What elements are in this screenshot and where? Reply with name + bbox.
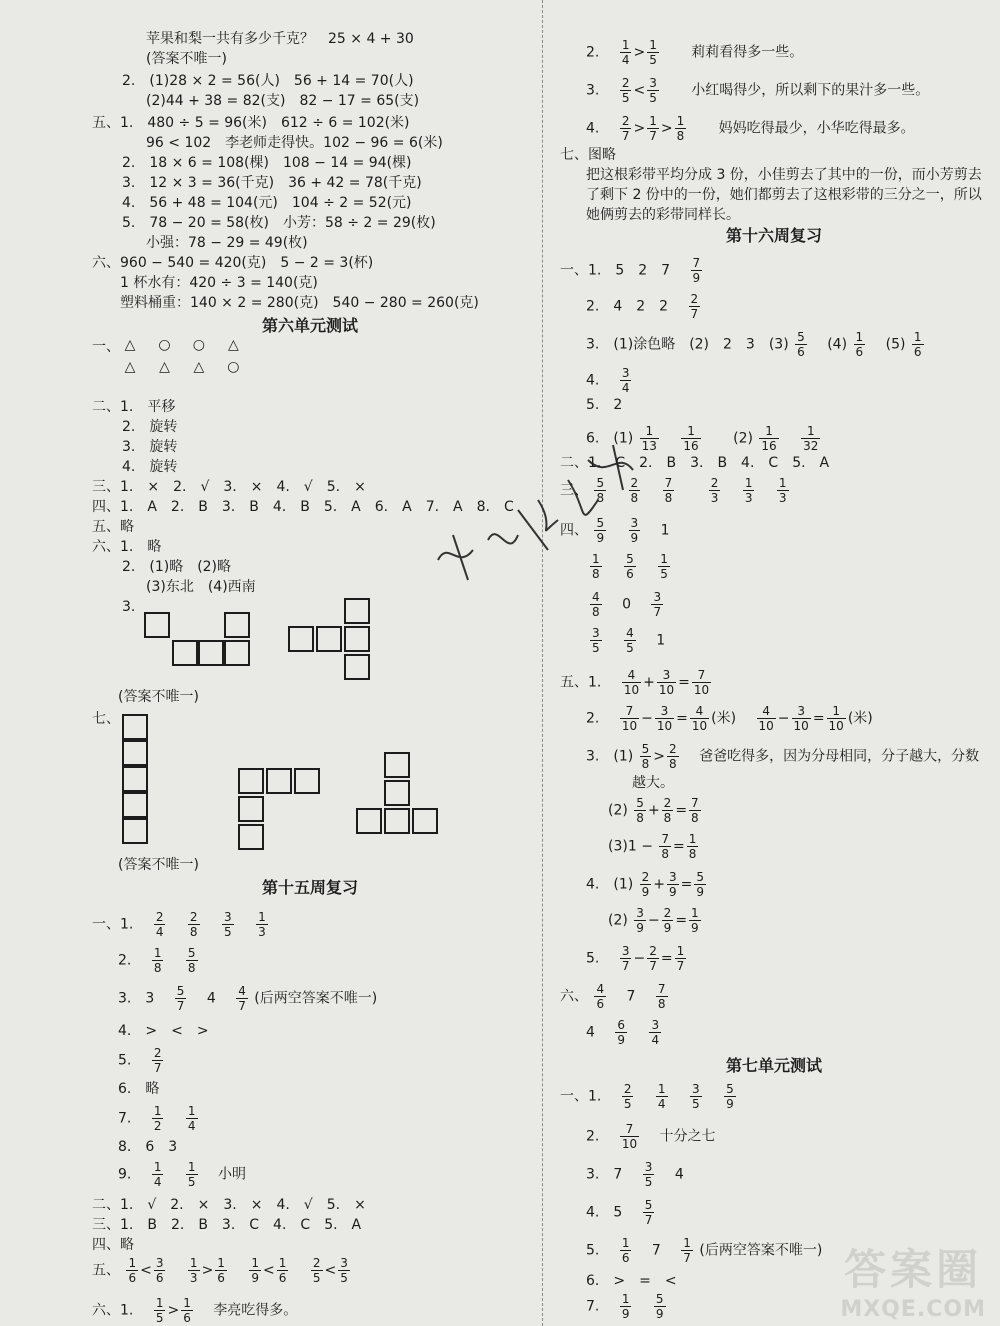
text-line: 3. 7 $\frac{3}{5}$ 4 — [586, 1160, 684, 1189]
text-line: 2. $\frac{1}{8}$ $\frac{5}{8}$ — [118, 946, 196, 975]
text-line: 4. $\frac{3}{4}$ — [586, 366, 630, 395]
triangle-icon: △ — [124, 337, 136, 353]
triangle-icon: △ — [193, 359, 205, 375]
text-line: 四、1. A 2. B 3. B 4. B 5. A 6. A 7. A 8. C — [92, 499, 514, 515]
circle-icon: ○ — [192, 337, 206, 353]
watermark-logo: 答案圈 MXQE.COM — [840, 1245, 986, 1322]
text-line: 3. 12 × 3 = 36(千克) 36 + 42 = 78(千克) — [122, 175, 422, 191]
text-line: 3. (1)涂色略 (2) 2 3 (3) $\frac{5}{6}$ (4) $\frac{1}{6}$ (5) $\frac{1}{6}$ — [586, 330, 922, 359]
text-line: 7. $\frac{1}{9}$ $\frac{5}{9}$ — [586, 1292, 664, 1321]
section-title: 第十五周复习 — [261, 878, 358, 897]
circle-icon: ○ — [158, 337, 171, 353]
text-line: (2) $\frac{5}{8}$ + $\frac{2}{8}$ = $\frac{7}{8}$ — [608, 796, 699, 825]
text-line: 6. > = < — [586, 1273, 677, 1289]
cube-net-5 — [356, 752, 446, 842]
text-line: 3. — [122, 599, 136, 615]
cube-net-4 — [238, 768, 328, 852]
text-line: 4. $\frac{2}{7}$ > $\frac{1}{7}$ > $\frac{1}{8}$ 妈妈吃得最少，小华吃得最多。 — [586, 114, 915, 143]
text-line: 六、1. 略 — [92, 539, 162, 555]
text-line: 五、略 — [92, 519, 134, 535]
cube-net-2 — [288, 598, 378, 688]
text-line: 五、 $\frac{1}{6}$ < $\frac{3}{6}$ $\frac{1}{3}$ > $\frac{1}{6}$ $\frac{1}{9}$ < $\frac{1}{6}$ $\frac{2}{5}$ < $\frac{3}{5}$ — [92, 1256, 348, 1285]
triangle-icon: △ — [159, 359, 170, 375]
text-line: (答案不唯一) — [118, 857, 199, 873]
text-line: 5. $\frac{3}{7}$ − $\frac{2}{7}$ = $\frac{1}{7}$ — [586, 944, 685, 973]
text-line: 4. 旋转 — [122, 459, 178, 475]
text-line: 三、 $\frac{5}{8}$ $\frac{2}{8}$ $\frac{7}{8}$ $\frac{2}{3}$ $\frac{1}{3}$ $\frac{1}{3}$ — [560, 476, 787, 505]
text-line: 三、1. × 2. √ 3. × 4. √ 5. × — [92, 479, 366, 495]
text-line: (答案不唯一) — [118, 689, 199, 705]
text-line: 四、 $\frac{5}{9}$ $\frac{3}{9}$ 1 — [560, 516, 670, 545]
text-line: 了剩下 2 份中的一份，她们都剪去了这根彩带的三分之一，所以 — [586, 187, 982, 203]
text-line: 4 $\frac{6}{9}$ $\frac{3}{4}$ — [586, 1018, 660, 1047]
text-line: 4. (1) $\frac{2}{9}$ + $\frac{3}{9}$ = $\frac{5}{9}$ — [586, 870, 705, 899]
text-line: 2. 4 2 2 $\frac{2}{7}$ — [586, 292, 699, 321]
text-line: 9. $\frac{1}{4}$ $\frac{1}{5}$ 小明 — [118, 1160, 246, 1189]
text-line: 2. $\frac{7}{10}$ − $\frac{3}{10}$ = $\frac{4}{10}$ (米) $\frac{4}{10}$ − $\frac{3}{10}$ = $\frac{1}{10}$ (米) — [586, 704, 873, 733]
section-title: 第七单元测试 — [725, 1056, 822, 1075]
text-line: 2. (1)略 (2)略 — [122, 559, 232, 575]
text-line: 5. 78 − 20 = 58(枚) 小芳：58 ÷ 2 = 29(枚) — [122, 215, 436, 231]
text-line: 2. 18 × 6 = 108(棵) 108 − 14 = 94(棵) — [122, 155, 412, 171]
text-line: 3. 旋转 — [122, 439, 178, 455]
text-line: (2)44 + 38 = 82(支) 82 − 17 = 65(支) — [146, 93, 420, 109]
text-line: $\frac{4}{8}$ 0 $\frac{3}{7}$ — [592, 590, 662, 619]
text-line: 4. 5 $\frac{5}{7}$ — [586, 1198, 653, 1227]
text-line: 二、1. C 2. B 3. B 4. C 5. A — [560, 455, 830, 471]
text-line: 苹果和梨一共有多少千克？ 25 × 4 + 30 — [146, 31, 414, 47]
text-line: 七、 — [92, 711, 120, 727]
text-line: 2. 旋转 — [122, 419, 178, 435]
text-line: 1 杯水有：420 ÷ 3 = 140(克) — [120, 275, 318, 291]
text-line: 一、1. $\frac{2}{4}$ $\frac{2}{8}$ $\frac{3}{5}$ $\frac{1}{3}$ — [92, 910, 266, 939]
circle-icon: ○ — [227, 359, 240, 375]
shapes-row-1 — [122, 336, 241, 354]
cube-net-3 — [122, 714, 152, 846]
text-line: 越大。 — [632, 775, 674, 791]
text-line: 3. $\frac{2}{5}$ < $\frac{3}{5}$ 小红喝得少，所以剩下的果汁多一些。 — [586, 76, 930, 105]
text-line: 二、1. 平移 — [92, 399, 176, 415]
text-line: 她俩剪去的彩带同样长。 — [586, 207, 740, 223]
shapes-row-2 — [122, 358, 241, 376]
text-line: $\frac{1}{8}$ $\frac{5}{6}$ $\frac{1}{5}$ — [592, 552, 668, 581]
text-line: 七、图略 — [560, 147, 616, 163]
text-line: 2. (1)28 × 2 = 56(人) 56 + 14 = 70(人) — [122, 73, 414, 89]
text-line: (3)东北 (4)西南 — [146, 579, 256, 595]
text-line: 7. $\frac{1}{2}$ $\frac{1}{4}$ — [118, 1104, 196, 1133]
text-line: 五、1. $\frac{4}{10}$ + $\frac{3}{10}$ = $\frac{7}{10}$ — [560, 668, 710, 697]
text-line: $\frac{3}{5}$ $\frac{4}{5}$ 1 — [592, 626, 666, 655]
text-line: 2. $\frac{7}{10}$ 十分之七 — [586, 1122, 716, 1151]
text-line: (答案不唯一) — [146, 51, 227, 67]
text-line: 8. 6 3 — [118, 1139, 178, 1155]
text-line: 96 < 102 李老师走得快。102 − 96 = 6(米) — [146, 135, 443, 151]
text-line: (2) $\frac{3}{9}$ − $\frac{2}{9}$ = $\frac{1}{9}$ — [608, 906, 699, 935]
triangle-icon: △ — [124, 359, 136, 375]
text-line: 小强：78 − 29 = 49(枚) — [146, 235, 308, 251]
text-line: 5. $\frac{2}{7}$ — [118, 1046, 162, 1075]
text-line: 5. $\frac{1}{6}$ 7 $\frac{1}{7}$ (后两空答案不唯一) — [586, 1236, 823, 1265]
triangle-icon: △ — [227, 337, 239, 353]
text-line: 5. 2 — [586, 397, 623, 413]
text-line: 四、略 — [92, 1237, 134, 1253]
text-line: 3. 3 $\frac{5}{7}$ 4 $\frac{4}{7}$ (后两空答案不唯一) — [118, 984, 378, 1013]
text-line: 4. > < > — [118, 1023, 209, 1039]
text-line: 一、1. 5 2 7 $\frac{7}{9}$ — [560, 256, 701, 285]
text-line: 六、1. $\frac{1}{5}$ > $\frac{1}{6}$ 李亮吃得多。 — [92, 1296, 298, 1325]
text-line: 3. (1) $\frac{5}{8}$ > $\frac{2}{8}$ 爸爸吃得多，因为分母相同，分子越大，分数 — [586, 742, 980, 771]
column-divider — [542, 0, 543, 1326]
text-line: 把这根彩带平均分成 3 份，小佳剪去了其中的一份，而小芳剪去 — [586, 167, 982, 183]
section-title: 第六单元测试 — [261, 316, 358, 335]
section-title: 第十六周复习 — [725, 226, 822, 245]
text-line: 五、1. 480 ÷ 5 = 96(米) 612 ÷ 6 = 102(米) — [92, 115, 410, 131]
text-line: 4. 56 + 48 = 104(元) 104 ÷ 2 = 52(元) — [122, 195, 412, 211]
text-line: 2. $\frac{1}{4}$ > $\frac{1}{5}$ 莉莉看得多一些。 — [586, 38, 804, 67]
text-line: 6. 略 — [118, 1081, 160, 1097]
text-line: 6. (1) $\frac{1}{13}$ $\frac{1}{16}$ (2) $\frac{1}{16}$ $\frac{1}{32}$ — [586, 424, 819, 453]
text-line: (3)1 − $\frac{7}{8}$ = $\frac{1}{8}$ — [608, 832, 697, 861]
text-line: 六、 $\frac{4}{6}$ 7 $\frac{7}{8}$ — [560, 982, 666, 1011]
text-line: 六、960 − 540 = 420(克) 5 − 2 = 3(杯) — [92, 255, 374, 271]
text-line: 一、1. $\frac{2}{5}$ $\frac{1}{4}$ $\frac{3}{5}$ $\frac{5}{9}$ — [560, 1082, 734, 1111]
cube-net-1 — [144, 612, 254, 668]
text-line: 二、1. √ 2. × 3. × 4. √ 5. × — [92, 1197, 366, 1213]
text-line: 三、1. B 2. B 3. C 4. C 5. A — [92, 1217, 362, 1233]
text-line: 塑料桶重：140 × 2 = 280(克) 540 − 280 = 260(克) — [120, 295, 479, 311]
text-line: 一、 — [92, 339, 120, 355]
